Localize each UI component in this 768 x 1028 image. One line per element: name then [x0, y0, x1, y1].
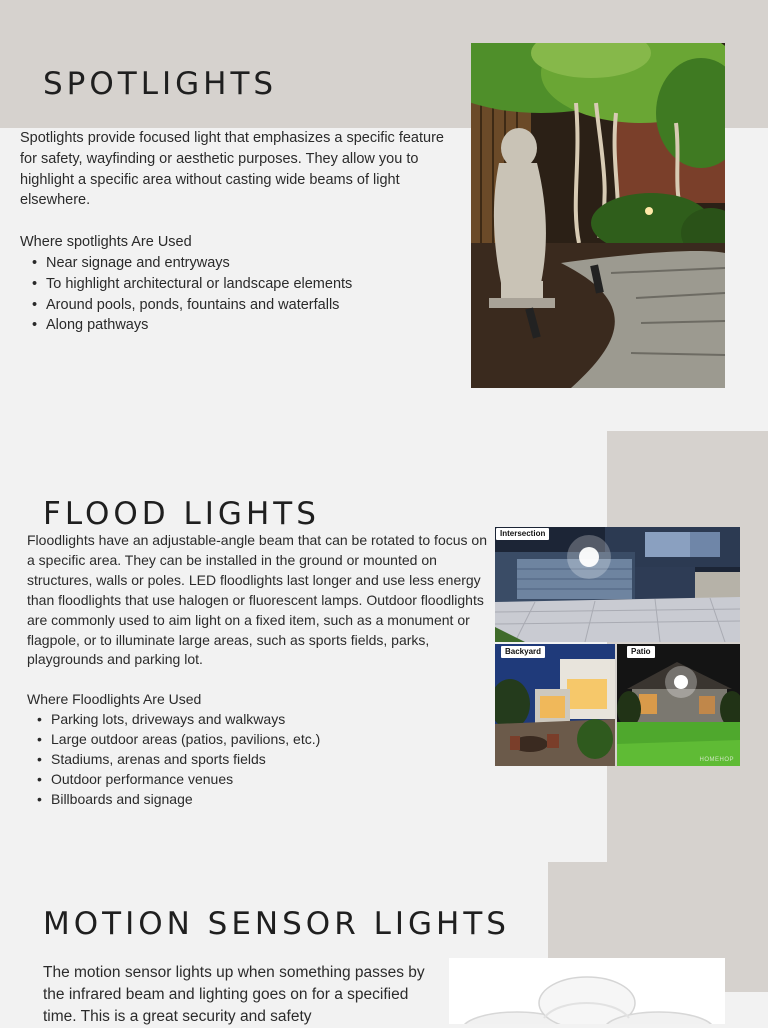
- list-item: • Stadiums, arenas and sports fields: [25, 750, 445, 770]
- list-item: • Near signage and entryways: [20, 253, 440, 274]
- floodlights-uses-heading: Where Floodlights Are Used: [27, 691, 202, 707]
- motion-title: MOTION SENSOR LIGHTS: [43, 906, 510, 942]
- spotlights-description: Spotlights provide focused light that emphasizes a specific feature for safety, wayfinding or aesthetic purposes. They allow you to highlight a specific area without casting wide beams of light elsewhere.: [20, 130, 444, 209]
- floodlights-uses-list: [25, 710, 445, 810]
- floodlight-patio-photo: [617, 644, 740, 766]
- floodlights-title: FLOOD LIGHTS: [43, 496, 320, 532]
- list-item: • Along pathways: [20, 315, 440, 336]
- patio-label: Patio: [627, 646, 655, 658]
- spotlights-uses-heading: Where spotlights Are Used: [20, 234, 192, 250]
- list-item: • Large outdoor areas (patios, pavilions, etc.): [25, 730, 445, 750]
- list-item: • Billboards and signage: [25, 790, 445, 810]
- list-item: • Parking lots, driveways and walkways: [25, 710, 445, 730]
- motion-sensor-light-photo: [449, 958, 725, 1024]
- list-item: • Around pools, ponds, fountains and waterfalls: [20, 295, 440, 316]
- backyard-label: Backyard: [501, 646, 545, 658]
- watermark-text: HOMEHOP: [699, 757, 734, 763]
- intersection-label: Intersection: [496, 528, 549, 540]
- floodlight-backyard-photo: [495, 644, 615, 766]
- list-item: • To highlight architectural or landscape elements: [20, 274, 440, 295]
- floodlight-intersection-photo: [495, 527, 740, 642]
- spotlight-garden-photo: [471, 43, 725, 388]
- list-item: • Outdoor performance venues: [25, 770, 445, 790]
- floodlights-description: Floodlights have an adjustable-angle beam that can be rotated to focus on a specific area. They can be installed in the ground or mounted on structures, walls or poles. LED floodlights last longer and use less energy than floodlights that use halogen or fluorescent lamps. Outdoor floodlights are commonly used to aim light on a fixed item, such as a monument or flagpole, or to illuminate large areas, such as sports fields, parks, playgrounds and parking lot.: [27, 532, 487, 668]
- spotlights-uses-list: [20, 253, 440, 336]
- spotlights-title: SPOTLIGHTS: [43, 66, 278, 102]
- motion-description: The motion sensor lights up when something passes by the infrared beam and lighting goes on for a specified time. This is a great security and safety: [43, 964, 425, 1025]
